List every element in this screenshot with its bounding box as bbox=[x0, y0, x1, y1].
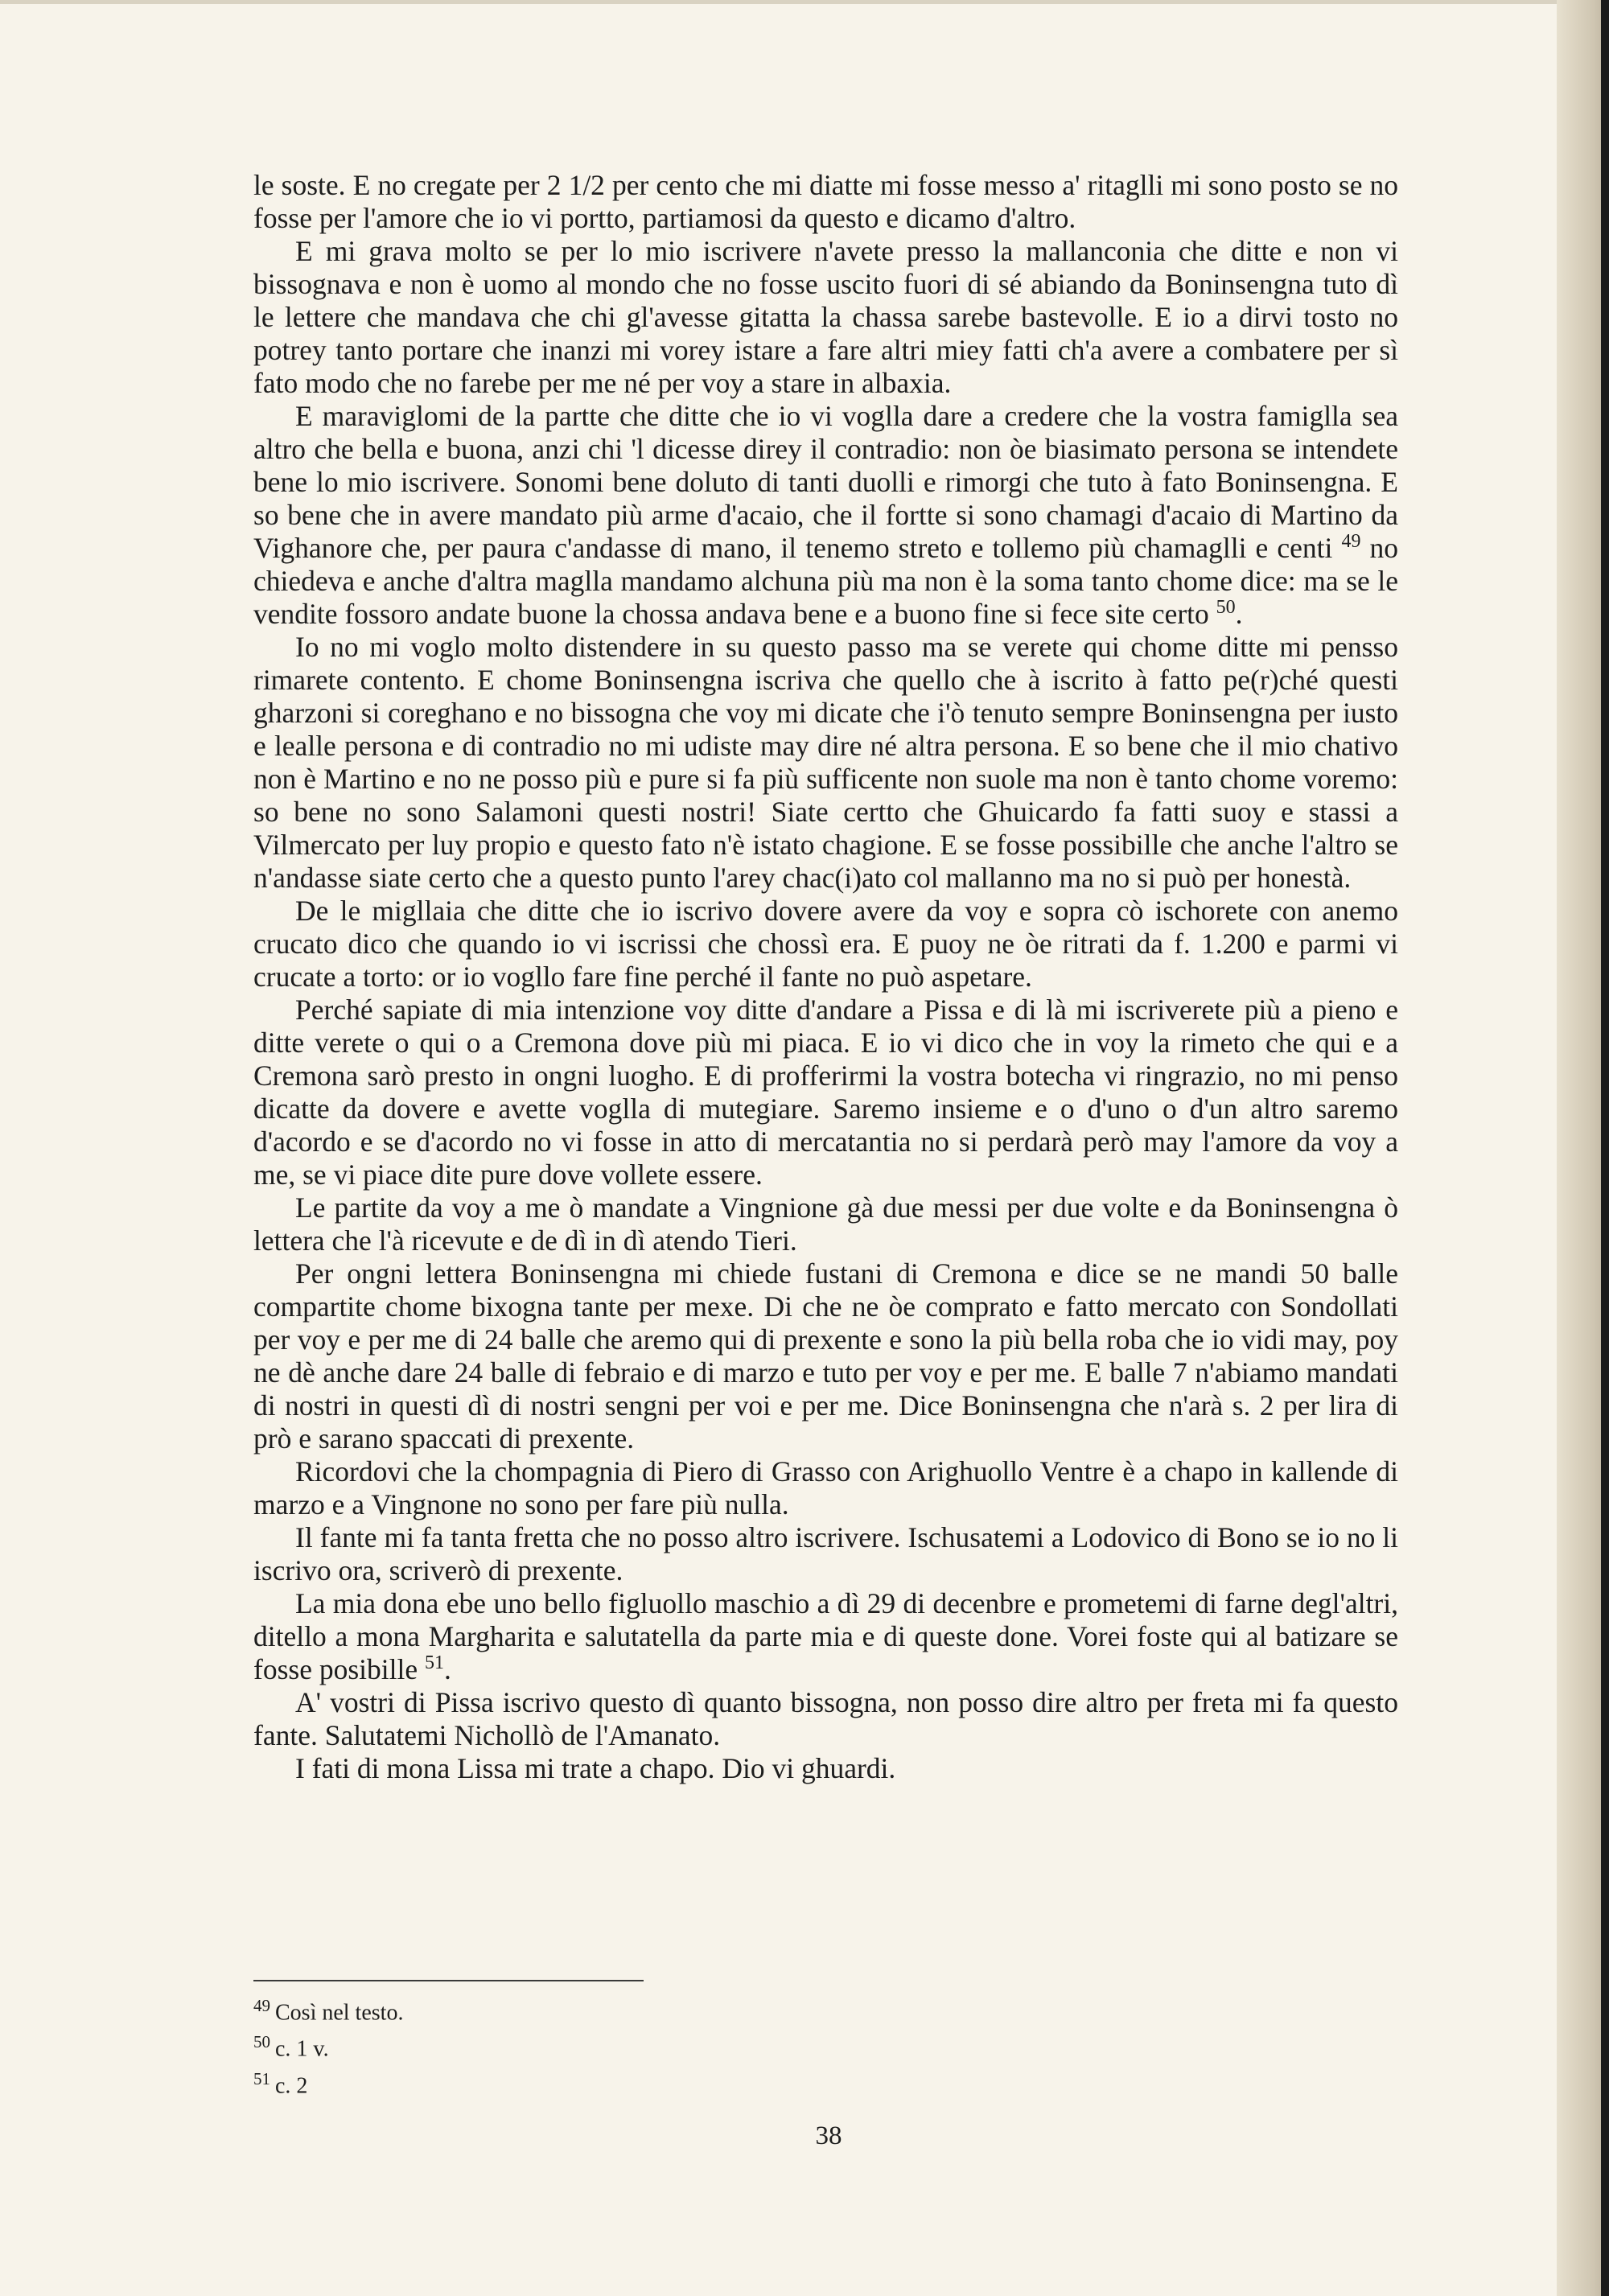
paragraph-text: Ricordovi che la chompagnia di Piero di Grasso con Arighuollo Ventre è a chapo in kallende di marzo e a Vingnone no sono per fare più nulla. bbox=[253, 1455, 1398, 1520]
footnote-ref: 50 bbox=[1216, 597, 1236, 619]
footnote-text: c. 1 v. bbox=[275, 2036, 329, 2062]
page-top-edge bbox=[0, 0, 1557, 4]
book-dark-edge bbox=[1601, 0, 1609, 2296]
footnote-number: 51 bbox=[253, 2068, 270, 2088]
footnote bbox=[253, 1991, 977, 2027]
footnote-ref: 51 bbox=[424, 1652, 444, 1674]
footnote-text: Così nel testo. bbox=[275, 2000, 404, 2026]
footnote-number: 49 bbox=[253, 1996, 270, 2015]
paragraph bbox=[253, 1587, 1398, 1686]
paragraph-text: . bbox=[443, 1653, 451, 1685]
paragraph-text: Le partite da voy a me ò mandate a Vingnione gà due messi per due volte e da Boninsengna ò lettera che l'à ricevute e de dì in dì atendo Tieri. bbox=[253, 1191, 1398, 1257]
paragraph-text: no chiedeva e anche d'altra maglla mandamo alchuna più ma non è la soma tanto chome dice: ma se le vendite fossoro andate buone la chossa andava bene e a buono fine si fece site certo bbox=[253, 532, 1399, 630]
paragraph-text: Perché sapiate di mia intenzione voy ditte d'andare a Pissa e di là mi iscriverete più a pieno e ditte verete o qui o a Cremona dove più mi piaca. E io vi dico che in voy la rimeto che qui e a Cremona sarò presto in ongni luogho. E di profferirmi la vostra botecha vi ringrazio, no mi penso dicatte da dovere e avette voglla di mutegiare. Saremo insieme e o d'uno o d'un altro saremo d'acordo e se d'acordo no vi fosse in atto di mercatantia no si perdarà però may l'amore da voy a me, se vi piace dite pure dove vollete essere. bbox=[253, 994, 1398, 1191]
paragraph-text: La mia dona ebe uno bello figluollo maschio a dì 29 di decenbre e prometemi di farne degl'altri, ditello a mona Margharita e salutatella da parte mia e di queste done. Vorei foste qui al batizare se fosse posibille bbox=[253, 1587, 1398, 1685]
paragraph bbox=[253, 1455, 1398, 1521]
paragraph bbox=[253, 1191, 1398, 1257]
page-number: 38 bbox=[815, 2121, 842, 2150]
paragraph bbox=[253, 1257, 1398, 1455]
paragraph-text: le soste. E no cregate per 2 1/2 per cento che mi diatte mi fosse messo a' ritaglli mi sono posto se no fosse per l'amore che io vi portto, partiamosi da questo e dicamo d'altro. bbox=[253, 169, 1398, 234]
paragraph-text: Il fante mi fa tanta fretta che no posso altro iscrivere. Ischusatemi a Lodovico di Bono se io no li iscrivo ora, scriverò di prexente. bbox=[253, 1521, 1398, 1586]
footnote-number: 50 bbox=[253, 2032, 270, 2052]
paragraph bbox=[253, 631, 1398, 895]
paragraph-text: Per ongni lettera Boninsengna mi chiede fustani di Cremona e dice se ne mandi 50 balle compartite chome bixogna tante per mexe. Di che ne òe comprato e fatto mercato con Sondollati per voy e per me di 24 balle che aremo qui di prexente e sono la più bella roba che io vidi may, poy ne dè anche dare 24 balle di febraio e di marzo e tuto per voy e per me. E balle 7 n'abiamo mandati di nostri in questi dì di nostri sengni per voi e per me. Dice Boninsengna che n'arà s. 2 per lira di prò e sarano spaccati di prexente. bbox=[253, 1257, 1398, 1455]
footnote-separator bbox=[253, 1980, 644, 1981]
paragraph-text: De le migllaia che ditte che io iscrivo dovere avere da voy e sopra cò ischorete con anemo crucato dico che quando io vi iscrissi che chossì era. E puoy ne òe ritrati da f. 1.200 e parmi vi crucate a torto: or io vogllo fare fine perché il fante no può aspetare. bbox=[253, 895, 1398, 993]
paragraph bbox=[253, 994, 1398, 1191]
paragraph bbox=[253, 1686, 1398, 1752]
paragraph-text: E maraviglomi de la partte che ditte che io vi voglla dare a credere che la vostra famiglla sea altro che bella e buona, anzi chi 'l dicesse direy il contradio: non òe biasimato persona se intendete bene lo mio iscrivere. Sonomi bene doluto di tanti duolli e rimorgi che tuto à fato Boninsengna. E so bene che in avere mandato più arme d'acaio, che il fortte si sono chamagi d'acaio di Martino da Vighanore che, per paura c'andasse di mano, il tenemo streto e tollemo più chamaglli e centi bbox=[253, 400, 1398, 564]
paragraph-text: I fati di mona Lissa mi trate a chapo. Dio vi ghuardi. bbox=[295, 1752, 896, 1784]
paragraph bbox=[253, 895, 1398, 994]
paragraph bbox=[253, 235, 1398, 400]
paragraph bbox=[253, 400, 1398, 631]
letter-body bbox=[253, 169, 1398, 1785]
paragraph bbox=[253, 1521, 1398, 1587]
footnote bbox=[253, 2064, 977, 2101]
paragraph-text: E mi grava molto se per lo mio iscrivere n'avete presso la mallanconia che ditte e non vi bissognava e non è uomo al mondo che no fosse uscito fuori di sé abiando da Boninsengna tuto dì le lettere che mandava che chi gl'avesse gitatta la chassa sarebe bastevolle. E io a dirvi tosto no potrey tanto portare che inanzi mi vorey istare a fare altri miey fatti ch'a avere a combatere per sì fato modo che no farebe per me né per voy a stare in albaxia. bbox=[253, 235, 1398, 399]
paragraph bbox=[253, 1752, 1398, 1785]
footnotes bbox=[253, 1991, 977, 2101]
footnote-text: c. 2 bbox=[275, 2072, 308, 2098]
paragraph bbox=[253, 169, 1398, 235]
paragraph-text: A' vostri di Pissa iscrivo questo dì quanto bissogna, non posso dire altro per freta mi fa questo fante. Salutatemi Nichollò de l'Amanato. bbox=[253, 1686, 1398, 1751]
footnote-ref: 49 bbox=[1341, 531, 1361, 553]
paragraph-text: . bbox=[1235, 598, 1243, 630]
paragraph-text: Io no mi voglo molto distendere in su questo passo ma se verete qui chome ditte mi pensso rimarete contento. E chome Boninsengna iscriva che quello che à iscrito à fatto pe(r)ché questi gharzoni si coreghano e no bissogna che voy mi dicate che i'ò tenuto sempre Boninsengna per iusto e lealle persona e di contradio no mi udiste may dire né altra persona. E so bene che il mio chativo non è Martino e no ne posso più e pure si fa più sufficente non suole ma non è tanto chome voremo: so bene no sono Salamoni questi nostri! Siate certto che Ghuicardo fa fatti suoy e stassi a Vilmercato per luy propio e questo fato n'è istato chagione. E se fosse possibille che anche l'altro se n'andasse siate certo che a questo punto l'arey chac(i)ato col mallanno ma no si può per honestà. bbox=[253, 631, 1398, 894]
footnote bbox=[253, 2027, 977, 2064]
